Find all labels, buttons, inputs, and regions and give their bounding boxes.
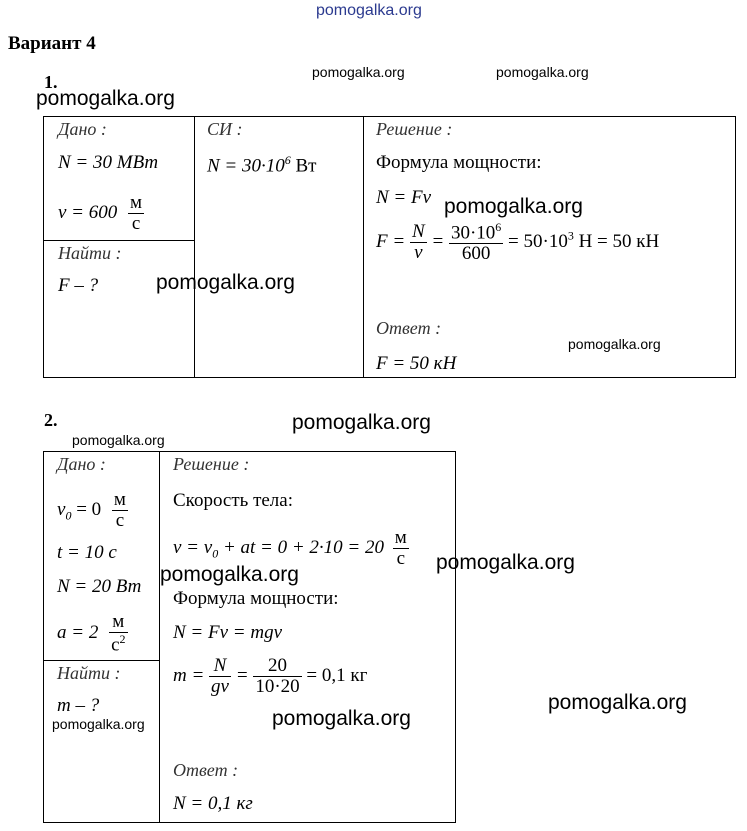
v0-unit bbox=[112, 490, 128, 531]
speed-b: + at = 0 + 2·10 = 20 bbox=[222, 536, 385, 558]
unit-numerator: м bbox=[394, 527, 407, 548]
unit-numerator: м bbox=[109, 612, 127, 633]
p1-calc-right-tail: Н = 50 кН bbox=[578, 230, 660, 252]
frac-numerator: N bbox=[411, 221, 425, 243]
unit-exp: 2 bbox=[119, 631, 126, 646]
p2-answer-header: Ответ : bbox=[173, 760, 239, 780]
a-unit bbox=[109, 612, 127, 655]
unit-denominator: с bbox=[115, 509, 125, 531]
p1-given-header: Дано : bbox=[58, 119, 107, 139]
p1-given-N: N = 30 МВт bbox=[58, 152, 159, 173]
p2-formula-label: Формула мощности: bbox=[173, 588, 339, 609]
p1-solution-header: Решение : bbox=[376, 119, 453, 139]
p1-find: F – ? bbox=[58, 275, 99, 296]
p2-formula: N = Fv = mgv bbox=[173, 622, 283, 643]
p2-given-a bbox=[57, 612, 128, 655]
v0-value: = 0 bbox=[76, 498, 102, 520]
p2-calc-right: = 0,1 кг bbox=[306, 664, 368, 686]
watermark: pomogalka.org bbox=[72, 432, 165, 448]
frac-denominator: 600 bbox=[461, 243, 491, 265]
problem-1-number: 1. bbox=[44, 72, 58, 92]
unit-denominator bbox=[109, 633, 127, 655]
watermark: pomogalka.org bbox=[312, 64, 405, 80]
watermark: pomogalka.org bbox=[568, 336, 661, 352]
frac-numerator: N bbox=[209, 656, 231, 677]
p1-si-header: СИ : bbox=[207, 119, 243, 139]
p1-calc-right-exp: 3 bbox=[567, 228, 574, 243]
watermark: pomogalka.org bbox=[496, 64, 589, 80]
frac-denominator: 10·20 bbox=[255, 675, 300, 697]
p1-answer-header: Ответ : bbox=[376, 318, 442, 338]
p2-calc-left: m = bbox=[173, 664, 205, 686]
watermark: pomogalka.org bbox=[272, 707, 411, 730]
watermark: pomogalka.org bbox=[444, 195, 583, 218]
p1-calc-frac1 bbox=[410, 222, 427, 263]
p1-calc-left: F = bbox=[376, 230, 406, 252]
p2-calc-frac2 bbox=[253, 656, 301, 697]
p2-calc-frac1 bbox=[209, 656, 231, 697]
problem-2-number: 2. bbox=[44, 410, 58, 430]
v0-symbol: v bbox=[57, 498, 66, 520]
watermark: pomogalka.org bbox=[436, 551, 575, 574]
a-value: a = 2 bbox=[57, 621, 99, 643]
unit-denominator: с bbox=[131, 212, 141, 234]
watermark: pomogalka.org bbox=[548, 691, 687, 714]
frac-denominator: gv bbox=[211, 675, 229, 697]
p1-si-unit: Вт bbox=[295, 155, 317, 177]
p1-answer: F = 50 кН bbox=[376, 353, 457, 374]
p2-given-cell bbox=[44, 452, 160, 661]
p1-find-cell bbox=[44, 241, 195, 378]
frac-denominator: v bbox=[414, 242, 423, 264]
p1-find-header: Найти : bbox=[58, 243, 122, 263]
p2-given-v0 bbox=[57, 490, 128, 531]
p2-given-header: Дано : bbox=[57, 454, 106, 474]
unit-numerator: м bbox=[113, 489, 126, 510]
p1-given-v bbox=[58, 193, 144, 234]
frac-numerator bbox=[449, 221, 503, 244]
frac-numerator: 20 bbox=[253, 656, 301, 677]
p1-formula: N = Fv bbox=[376, 187, 432, 208]
p1-given-cell bbox=[44, 117, 195, 241]
p2-calc-eq: = bbox=[235, 664, 249, 686]
p1-formula-label: Формула мощности: bbox=[376, 152, 542, 173]
page-title: Вариант 4 bbox=[8, 33, 96, 54]
p2-find-cell bbox=[44, 661, 160, 823]
p2-answer: N = 0,1 кг bbox=[173, 793, 253, 814]
p1-calc-frac2 bbox=[449, 221, 503, 264]
speed-sub: 0 bbox=[212, 546, 219, 561]
frac-num-text: 30·10 bbox=[450, 222, 496, 244]
watermark: pomogalka.org bbox=[160, 563, 299, 586]
frac-num-exp: 6 bbox=[495, 220, 502, 234]
p2-given-t: t = 10 с bbox=[57, 542, 117, 563]
p1-calc-eq: = bbox=[431, 230, 445, 252]
top-watermark: pomogalka.org bbox=[316, 2, 422, 19]
speed-unit bbox=[393, 528, 409, 569]
p2-solution-header: Решение : bbox=[173, 454, 250, 474]
unit-numerator: м bbox=[130, 192, 143, 213]
unit-s: с bbox=[111, 634, 120, 656]
p1-given-v-text: v = 600 bbox=[58, 201, 118, 223]
p1-si-N bbox=[207, 153, 316, 177]
watermark: pomogalka.org bbox=[156, 271, 295, 294]
unit-denominator: с bbox=[396, 547, 405, 569]
watermark: pomogalka.org bbox=[36, 87, 175, 110]
p1-calculation bbox=[376, 221, 659, 264]
p1-si-exp: 6 bbox=[284, 153, 291, 167]
p1-solution-cell bbox=[364, 117, 736, 378]
p1-si-N-value: N = 30·10 bbox=[207, 155, 285, 177]
p1-si-cell bbox=[195, 117, 364, 378]
p2-solution-cell bbox=[160, 452, 456, 823]
p2-calculation bbox=[173, 656, 367, 697]
p2-speed-label: Скорость тела: bbox=[173, 490, 293, 511]
watermark: pomogalka.org bbox=[292, 411, 431, 434]
p1-calc-right: = 50·10 bbox=[508, 230, 568, 252]
problem-2-table bbox=[43, 451, 456, 823]
v0-sub: 0 bbox=[65, 508, 72, 523]
p2-given-N: N = 20 Вт bbox=[57, 576, 142, 597]
p1-given-v-unit bbox=[128, 193, 144, 234]
watermark: pomogalka.org bbox=[52, 716, 145, 732]
p2-find: m – ? bbox=[57, 695, 100, 716]
speed-a: v = v bbox=[173, 536, 213, 558]
p2-find-header: Найти : bbox=[57, 663, 121, 683]
